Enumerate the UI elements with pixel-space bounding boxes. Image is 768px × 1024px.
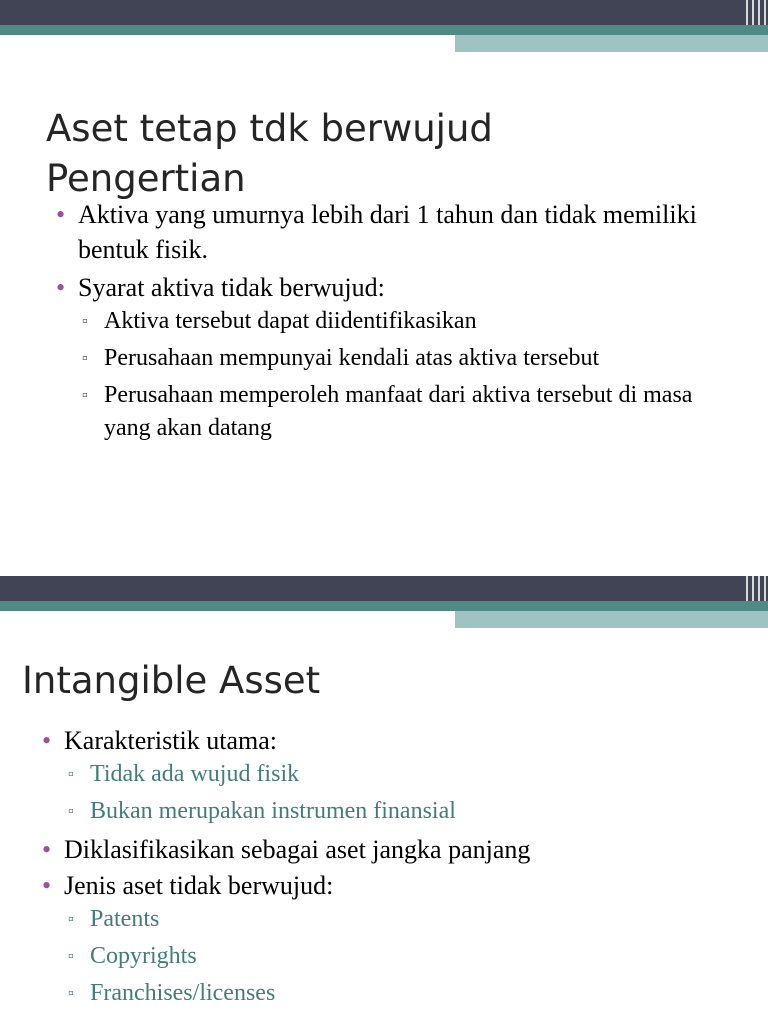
slide-title (46, 104, 726, 204)
bullet-text: Karakteristik utama: (64, 726, 277, 755)
sub-bullet-list (68, 903, 742, 1010)
slide-title: Intangible Asset (22, 659, 321, 702)
sub-bullet-item: ▫ Perusahaan memperoleh manfaat dari aktiva tersebut di masa yang akan datang (82, 379, 736, 445)
header-band (0, 0, 768, 52)
bullet-item (42, 723, 742, 828)
sub-bullet-item: ▫ Aktiva tersebut dapat diidentifikasikan (82, 305, 736, 338)
bullet-text: Diklasifikasikan sebagai aset jangka panjang (64, 835, 531, 864)
header-band (0, 576, 768, 628)
bullet-text: Jenis aset tidak berwujud: (64, 871, 334, 900)
sub-bullet-item: ▫ Perusahaan mempunyai kendali atas aktiva tersebut (82, 342, 736, 375)
slide-2 (0, 576, 768, 1024)
sub-bullet-item: ▫ Tidak ada wujud fisik (68, 758, 742, 791)
title-line-1: Aset tetap tdk berwujud (46, 107, 493, 150)
bullet-list (42, 723, 742, 1014)
header-band-teal (0, 601, 768, 611)
header-band-dark (0, 0, 768, 25)
header-band-light (455, 611, 768, 628)
header-band-dark (0, 576, 768, 601)
header-band-stripes (742, 576, 768, 601)
sub-bullet-item: ▫ Franchises/licenses (68, 977, 742, 1010)
header-band-light (455, 35, 768, 52)
bullet-item (42, 868, 742, 1010)
title-line-2: Pengertian (46, 157, 246, 200)
sub-bullet-list (82, 305, 736, 445)
bullet-text: Syarat aktiva tidak berwujud: (78, 273, 385, 302)
bullet-item (56, 197, 736, 267)
bullet-list (56, 197, 736, 449)
header-band-teal (0, 25, 768, 35)
sub-bullet-item: ▫ Bukan merupakan instrumen finansial (68, 795, 742, 828)
bullet-item (42, 832, 742, 867)
header-band-stripes (742, 0, 768, 25)
sub-bullet-item: ▫ Copyrights (68, 940, 742, 973)
sub-bullet-item: ▫ Patents (68, 903, 742, 936)
bullet-item (56, 270, 736, 445)
sub-bullet-list (68, 758, 742, 828)
bullet-text: Aktiva yang umurnya lebih dari 1 tahun dan tidak memiliki bentuk fisik. (78, 200, 697, 264)
